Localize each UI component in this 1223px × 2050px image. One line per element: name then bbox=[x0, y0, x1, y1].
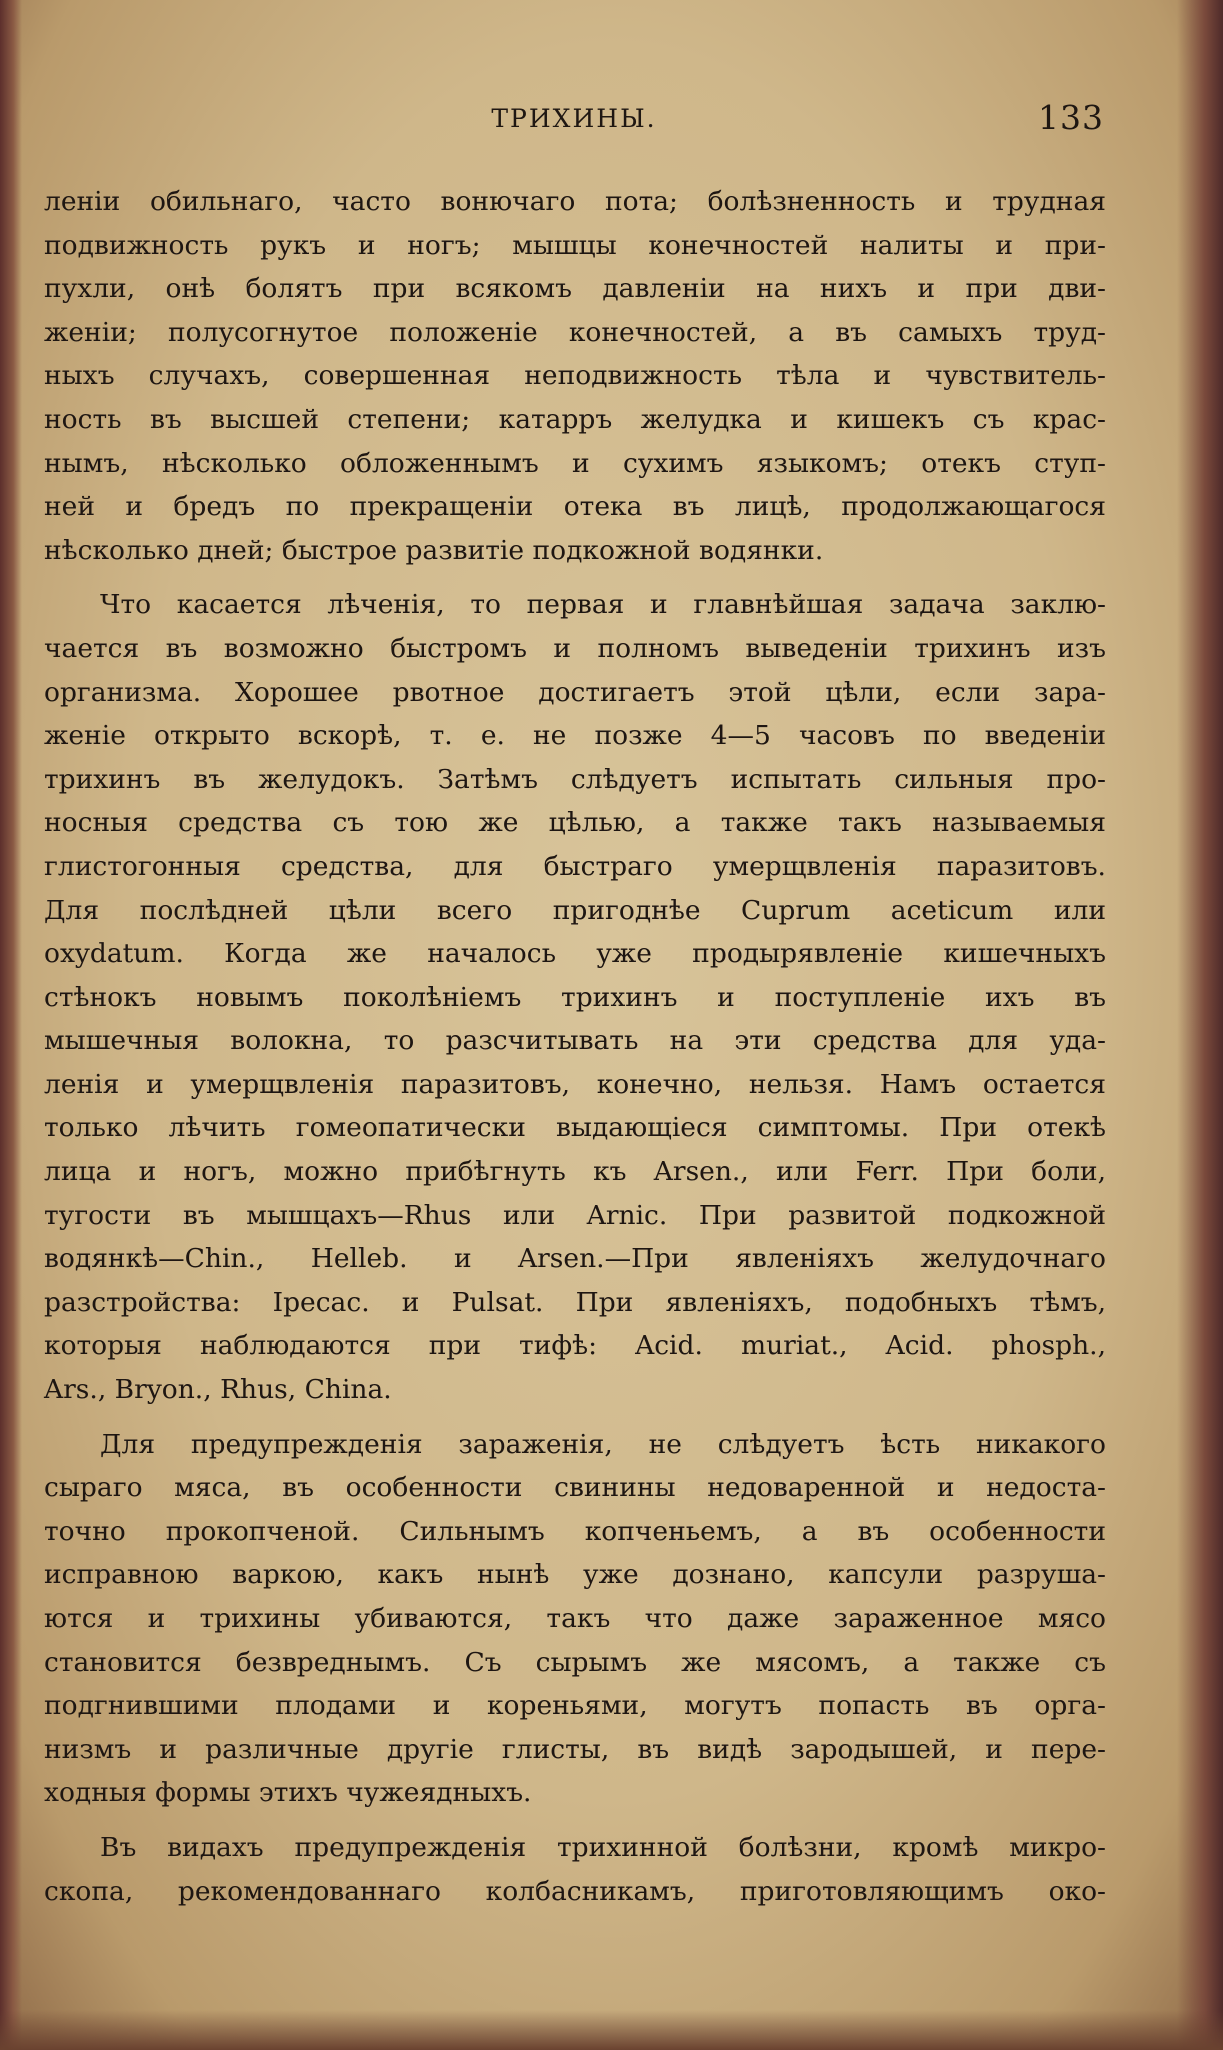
text-line: только лѣчить гомеопатически выдающіеся симптомы. При отекѣ bbox=[44, 1112, 1106, 1144]
text-line: низмъ и различные другіе глисты, въ видѣ зародышей, и пере- bbox=[44, 1733, 1106, 1765]
text-line: ность въ высшей степени; катарръ желудка и кишекъ съ крас- bbox=[44, 403, 1106, 435]
text-line: oxydatum. Когда же началось уже продырявленіе кишечныхъ bbox=[44, 938, 1106, 970]
text-line: точно прокопченой. Сильнымъ копченьемъ, а въ особенности bbox=[44, 1515, 1106, 1547]
paragraph-microscope bbox=[44, 1826, 1106, 1913]
page-edge-shadow-right bbox=[1177, 0, 1223, 2050]
text-line: женіе открыто вскорѣ, т. е. не позже 4—5 часовъ по введеніи bbox=[44, 720, 1106, 752]
page-edge-shadow-bottom bbox=[0, 2010, 1223, 2050]
paragraph-gap bbox=[44, 572, 1106, 583]
text-line: стѣнокъ новымъ поколѣніемъ трихинъ и поступленіе ихъ въ bbox=[44, 981, 1106, 1013]
text-line: разстройства: Ipecac. и Pulsat. При явленіяхъ, подобныхъ тѣмъ, bbox=[44, 1286, 1106, 1318]
text-line: водянкѣ—Chin., Helleb. и Arsen.—При явленіяхъ желудочнаго bbox=[44, 1243, 1106, 1275]
text-line: ныхъ случахъ, совершенная неподвижность тѣла и чувствитель- bbox=[44, 360, 1106, 392]
text-line: Въ видахъ предупрежденія трихинной болѣзни, кромѣ микро- bbox=[100, 1831, 1106, 1863]
text-line: Что касается лѣченія, то первая и главнѣйшая задача заклю- bbox=[100, 589, 1106, 621]
text-line: Для послѣдней цѣли всего пригоднѣе Cuprum aceticum или bbox=[44, 894, 1106, 926]
text-line: ходныя формы этихъ чужеядныхъ. bbox=[44, 1777, 532, 1809]
text-line: нымъ, нѣсколько обложеннымъ и сухимъ языкомъ; отекъ ступ- bbox=[44, 447, 1106, 479]
text-line: организма. Хорошее рвотное достигаетъ этой цѣли, если зара- bbox=[44, 676, 1106, 708]
text-line: ней и бредъ по прекращеніи отека въ лицѣ, продолжающагося bbox=[44, 491, 1106, 523]
text-line: глистогонныя средства, для быстраго умерщвленія паразитовъ. bbox=[44, 850, 1106, 882]
text-line: тугости въ мышцахъ—Rhus или Arnic. При развитой подкожной bbox=[44, 1199, 1106, 1231]
text-line: нѣсколько дней; быстрое развитіе подкожной водянки. bbox=[44, 534, 824, 566]
paragraph-treatment bbox=[44, 583, 1106, 1411]
text-line: пухли, онѣ болятъ при всякомъ давленіи на нихъ и при дви- bbox=[44, 273, 1106, 305]
text-line: подвижность рукъ и ногъ; мышцы конечностей налиты и при- bbox=[44, 229, 1106, 261]
text-line: Ars., Bryon., Rhus, China. bbox=[44, 1374, 392, 1406]
text-line: исправною варкою, какъ нынѣ уже дознано, капсули разруша- bbox=[44, 1559, 1106, 1591]
text-line: носныя средства съ тою же цѣлью, а также такъ называемыя bbox=[44, 807, 1106, 839]
running-head: ТРИХИНЫ. bbox=[491, 104, 657, 133]
text-line: ются и трихины убиваются, такъ что даже зараженное мясо bbox=[44, 1603, 1106, 1634]
text-line: подгнившими плодами и кореньями, могутъ попасть въ орга- bbox=[44, 1690, 1106, 1722]
text-line: леніи обильнаго, часто вонючаго пота; болѣзненность и трудная bbox=[44, 186, 1106, 217]
body-text bbox=[44, 180, 1106, 1913]
paragraph-gap bbox=[44, 1412, 1106, 1423]
paragraph-gap bbox=[44, 1815, 1106, 1826]
text-line: Для предупрежденія зараженія, не слѣдуетъ ѣсть никакого bbox=[100, 1428, 1106, 1460]
text-line: ленія и умерщвленія паразитовъ, конечно, нельзя. Намъ остается bbox=[44, 1068, 1106, 1100]
text-line: мышечныя волокна, то разсчитывать на эти средства для уда- bbox=[44, 1025, 1106, 1057]
text-line: женіи; полусогнутое положеніе конечностей, а въ самыхъ труд- bbox=[44, 316, 1106, 348]
text-line: трихинъ въ желудокъ. Затѣмъ слѣдуетъ испытать сильныя про- bbox=[44, 763, 1106, 795]
text-line: чается въ возможно быстромъ и полномъ выведеніи трихинъ изъ bbox=[44, 632, 1106, 664]
page-header bbox=[44, 98, 1104, 142]
text-line: которыя наблюдаются при тифѣ: Acid. muriat., Acid. phosph., bbox=[44, 1330, 1106, 1362]
page-edge-shadow-left bbox=[0, 0, 22, 2050]
paragraph-symptoms bbox=[44, 180, 1106, 572]
text-line: лица и ногъ, можно прибѣгнуть къ Arsen., или Ferr. При боли, bbox=[44, 1156, 1106, 1188]
text-line: становится безвреднымъ. Съ сырымъ же мясомъ, а также съ bbox=[44, 1646, 1106, 1678]
page-number: 133 bbox=[1038, 98, 1104, 137]
paragraph-prevention bbox=[44, 1423, 1106, 1815]
text-line: сыраго мяса, въ особенности свинины недоваренной и недоста- bbox=[44, 1472, 1106, 1504]
text-line: скопа, рекомендованнаго колбасникамъ, приготовляющимъ око- bbox=[44, 1875, 1106, 1907]
